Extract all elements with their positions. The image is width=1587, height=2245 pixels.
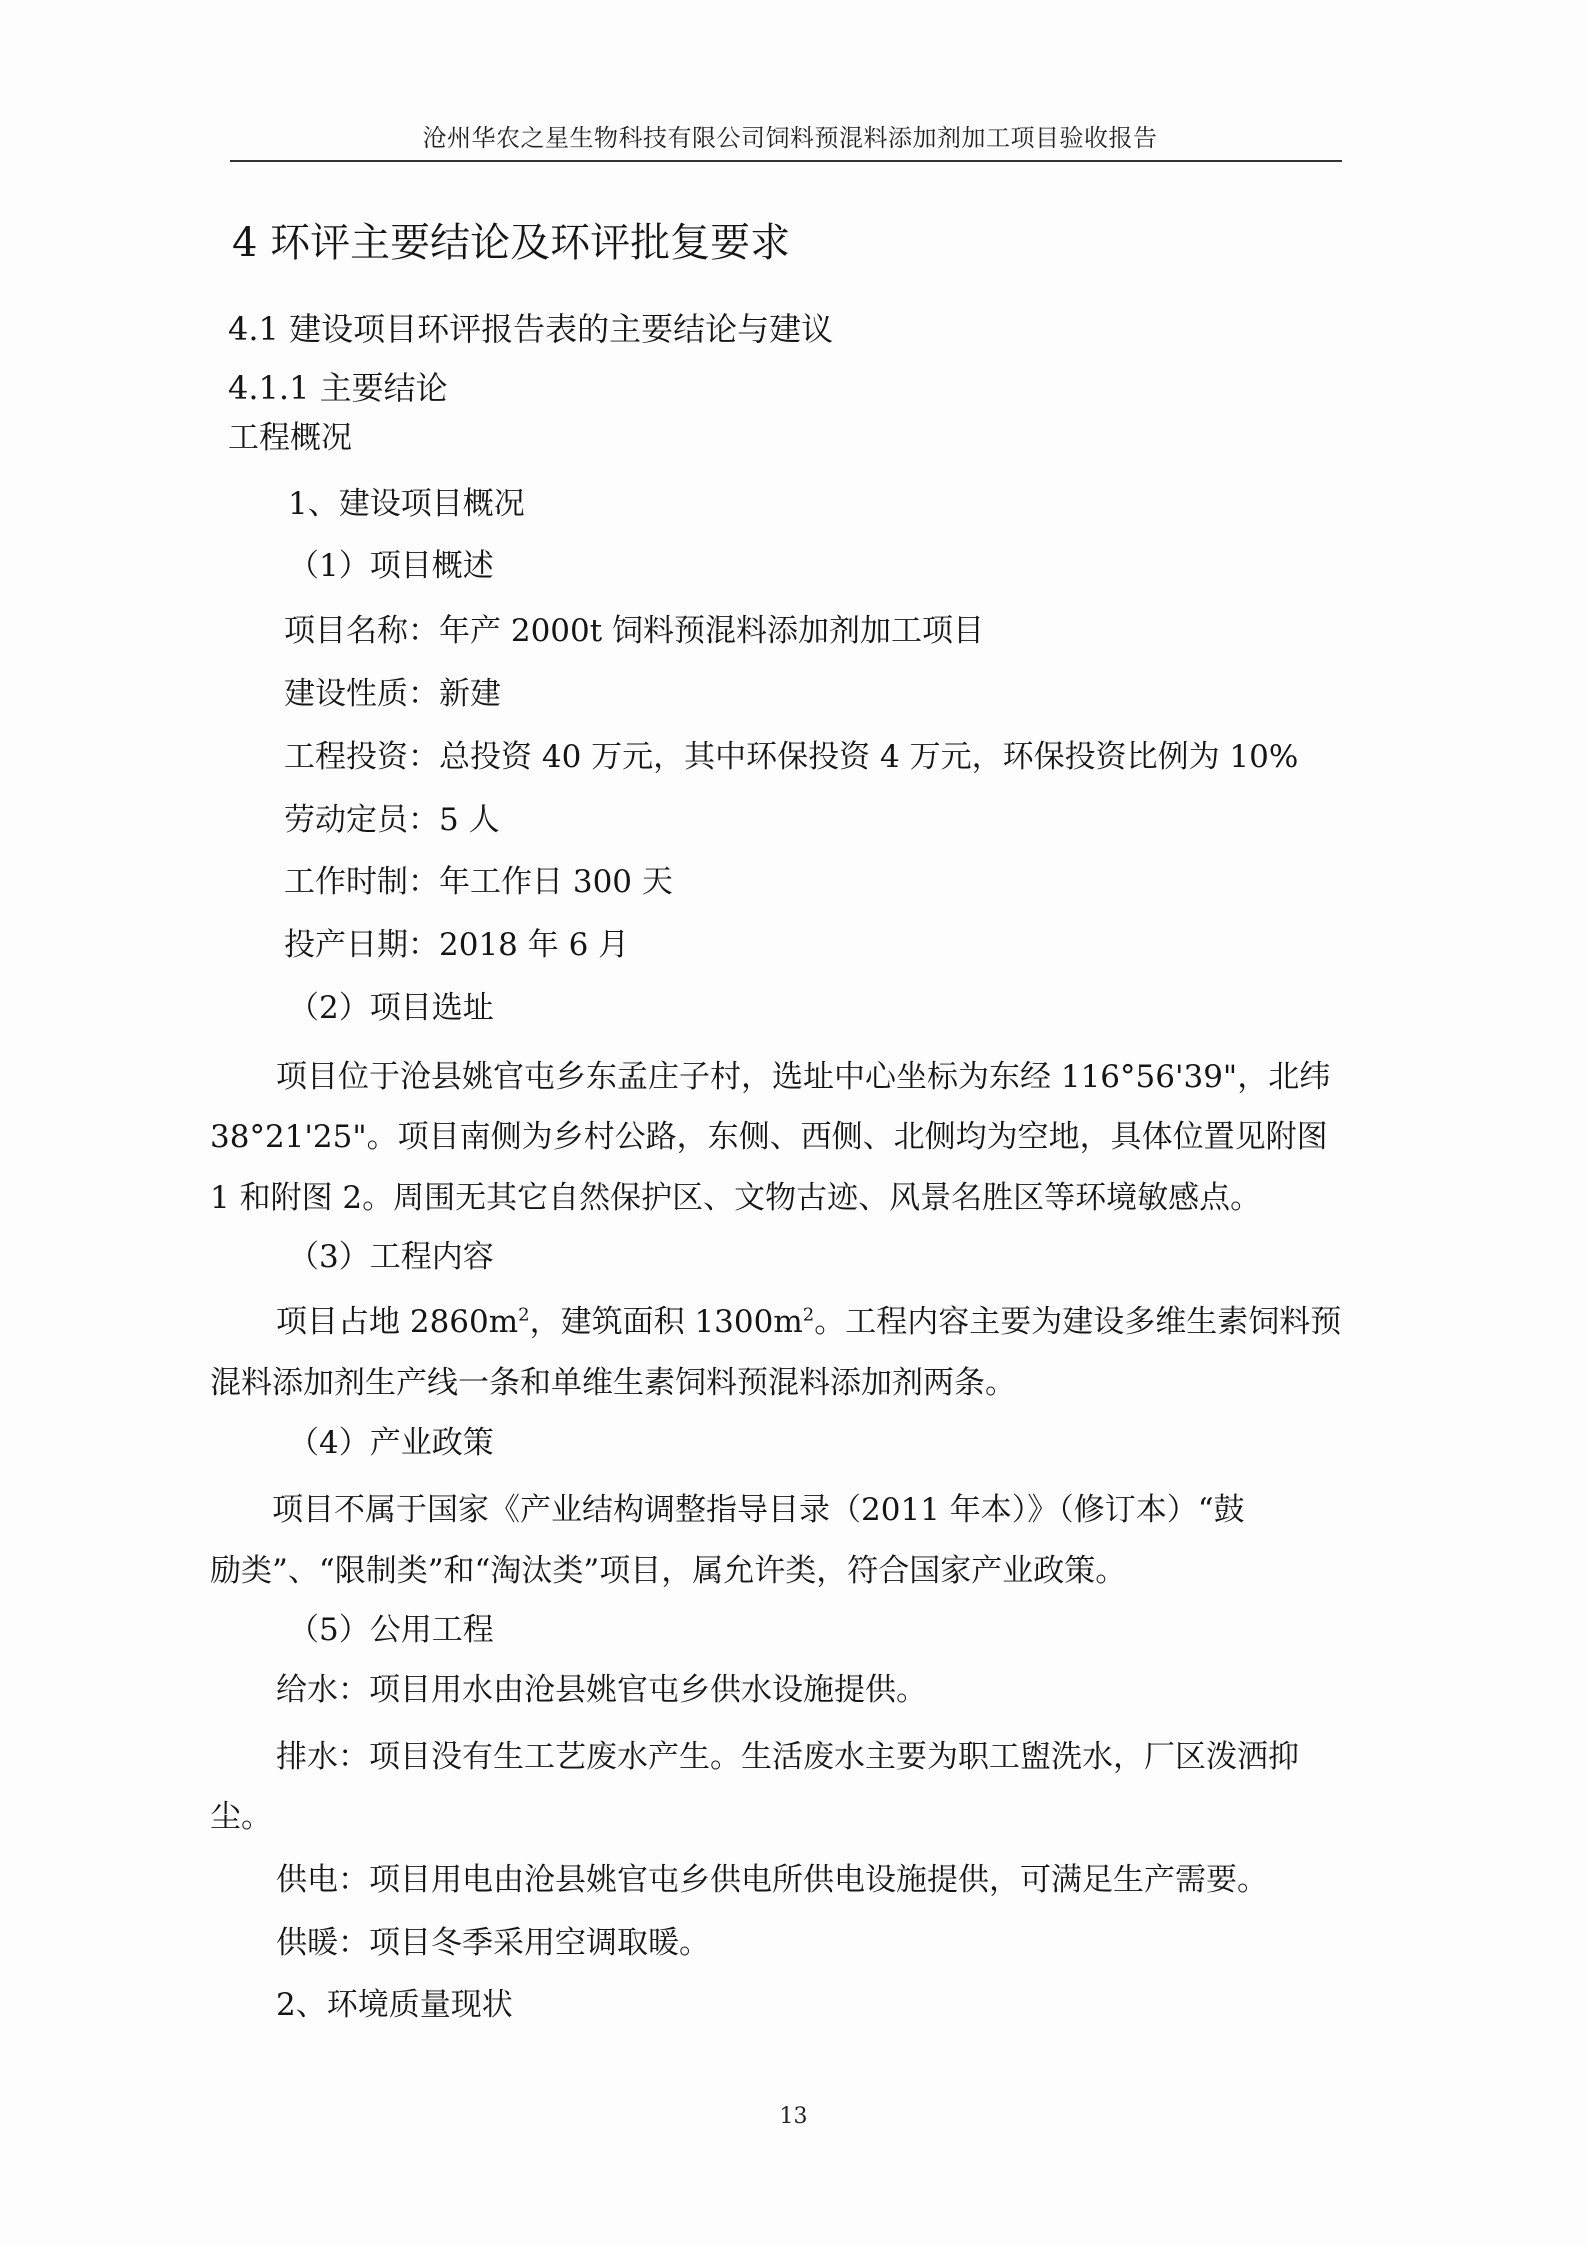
item-heading-1-3: （3）工程内容 (288, 1239, 494, 1275)
heating-line: 供暖：项目冬季采用空调取暖。 (276, 1925, 710, 1961)
water-supply-line: 给水：项目用水由沧县姚官屯乡供水设施提供。 (276, 1672, 927, 1708)
content-text-c: 。工程内容主要为建设多维生素饲料预 (814, 1304, 1342, 1340)
drainage-line-1: 排水：项目没有生工艺废水产生。生活废水主要为职工盥洗水，厂区泼洒抑 (276, 1739, 1299, 1775)
work-schedule-line: 工作时制：年工作日 300 天 (284, 864, 673, 900)
site-paragraph-line-1: 项目位于沧县姚官屯乡东孟庄子村，选址中心坐标为东经 116°56'39"，北纬 (276, 1059, 1331, 1095)
running-header: 沧州华农之星生物科技有限公司饲料预混料添加剂加工项目验收报告 (422, 124, 1158, 152)
item-heading-1-2: （2）项目选址 (288, 990, 494, 1026)
section-heading-4-1-1: 4.1.1 主要结论 (228, 369, 448, 407)
chapter-title: 4 环评主要结论及环评批复要求 (232, 220, 791, 266)
drainage-line-2: 尘。 (210, 1799, 272, 1835)
investment-line: 工程投资：总投资 40 万元，其中环保投资 4 万元，环保投资比例为 10% (284, 739, 1299, 775)
policy-paragraph-line-1: 项目不属于国家《产业结构调整指导目录（2011 年本）》（修订本）“鼓 (272, 1492, 1245, 1528)
item-heading-1-1: （1）项目概述 (288, 548, 494, 584)
item-heading-1-5: （5）公用工程 (288, 1612, 494, 1648)
item-heading-1-4: （4）产业政策 (288, 1425, 494, 1461)
superscript-2: 2 (518, 1304, 530, 1326)
superscript-2: 2 (802, 1304, 815, 1326)
staff-line: 劳动定员：5 人 (284, 802, 500, 838)
page-number: 13 (779, 2104, 808, 2129)
item-heading-1: 1、建设项目概况 (288, 486, 525, 522)
production-date-line: 投产日期：2018 年 6 月 (284, 927, 630, 963)
header-divider (230, 160, 1342, 162)
project-name-line: 项目名称：年产 2000t 饲料预混料添加剂加工项目 (284, 613, 985, 649)
content-text-a: 项目占地 2860m (276, 1304, 519, 1340)
content-paragraph-line-1 (276, 1302, 1341, 1342)
subheading-overview: 工程概况 (228, 420, 352, 456)
section-heading-4-1: 4.1 建设项目环评报告表的主要结论与建议 (228, 310, 834, 348)
content-paragraph-line-2: 混料添加剂生产线一条和单维生素饲料预混料添加剂两条。 (210, 1365, 1016, 1401)
site-paragraph-line-2: 38°21'25"。项目南侧为乡村公路，东侧、西侧、北侧均为空地，具体位置见附图 (210, 1119, 1328, 1155)
policy-paragraph-line-2: 励类”、“限制类”和“淘汰类”项目，属允许类，符合国家产业政策。 (210, 1553, 1127, 1589)
power-supply-line: 供电：项目用电由沧县姚官屯乡供电所供电设施提供，可满足生产需要。 (276, 1862, 1268, 1898)
construction-nature-line: 建设性质：新建 (284, 676, 501, 712)
content-text-b: ，建筑面积 1300m (529, 1304, 803, 1340)
item-heading-2: 2、环境质量现状 (276, 1987, 513, 2023)
site-paragraph-line-3: 1 和附图 2。周围无其它自然保护区、文物古迹、风景名胜区等环境敏感点。 (210, 1180, 1262, 1216)
